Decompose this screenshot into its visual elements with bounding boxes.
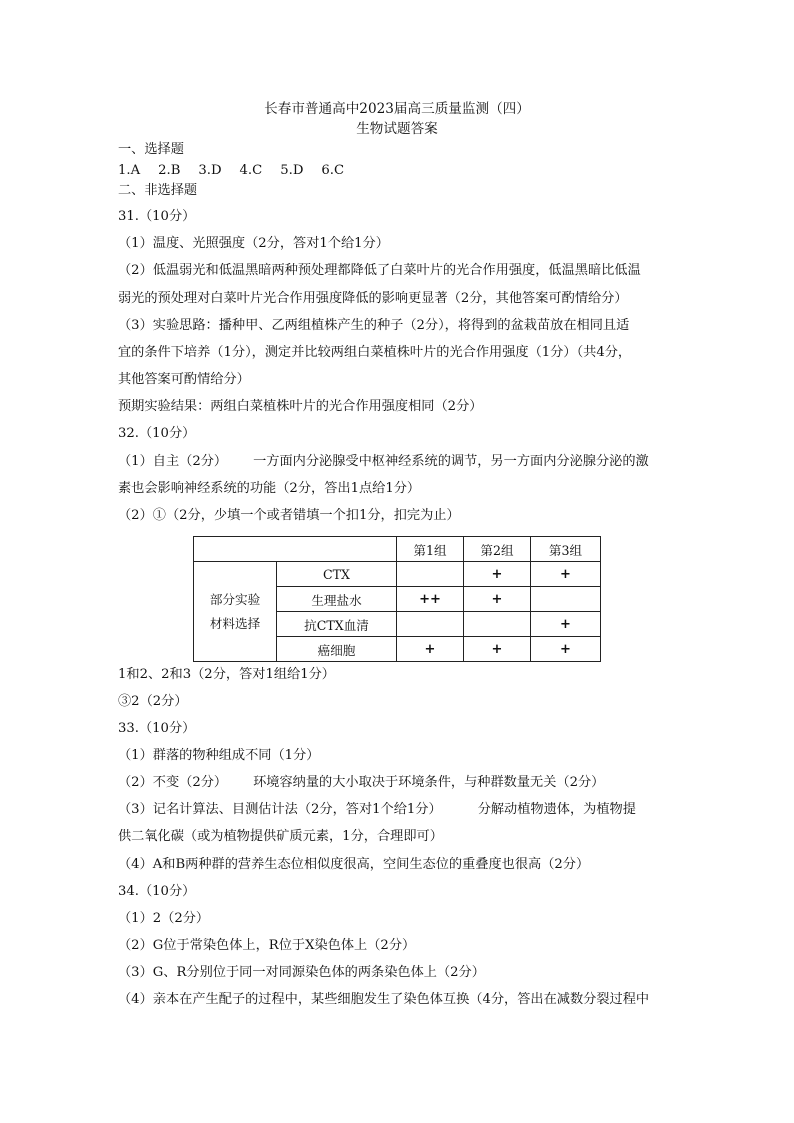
table-cell: + <box>464 562 531 587</box>
q31-answer-1: （1）温度、光照强度（2分，答对1个给1分） <box>118 236 389 251</box>
table-row-label: CTX <box>277 562 397 587</box>
q33-answer-3 <box>118 802 636 818</box>
table-cell: + <box>397 637 464 662</box>
q33-heading: 33.（10分） <box>118 721 196 736</box>
choice-answer: 5.D <box>280 163 304 178</box>
q31-answer-2-cont: 弱光的预处理对白菜叶片光合作用强度降低的影响更显著（2分，其他答案可酌情给分） <box>118 291 628 306</box>
table-cell <box>531 587 601 612</box>
table-column-header: 第3组 <box>531 537 601 562</box>
table-cell: + <box>464 637 531 662</box>
table-row-label: 癌细胞 <box>277 637 397 662</box>
page-subtitle: 生物试题答案 <box>356 121 438 137</box>
table-cell: + <box>531 562 601 587</box>
q33-answer-3-part1: （3）记名计算法、目测估计法（2分，答对1个给1分） <box>118 802 442 817</box>
q31-expected-result: 预期实验结果：两组白菜植株叶片的光合作用强度相同（2分） <box>118 399 483 414</box>
q31-answer-3-cont2: 其他答案可酌情给分） <box>118 372 250 387</box>
q34-answer-4: （4）亲本在产生配子的过程中，某些细胞发生了染色体互换（4分，答出在减数分裂过程中 <box>118 992 650 1007</box>
table-cell: + <box>531 637 601 662</box>
q31-answer-3: （3）实验思路：播种甲、乙两组植株产生的种子（2分），将得到的盆栽苗放在相同且适 <box>118 318 630 333</box>
choice-answer: 6.C <box>321 163 345 178</box>
q33-answer-1: （1）群落的物种组成不同（1分） <box>118 748 320 763</box>
q31-answer-3-cont: 宜的条件下培养（1分），测定并比较两组白菜植株叶片的光合作用强度（1分）（共4分， <box>118 345 632 360</box>
q33-answer-2 <box>118 775 604 791</box>
choice-answer: 2.B <box>158 163 181 178</box>
choice-answer: 3.D <box>198 163 222 178</box>
q32-answer-1-part1: （1）自主（2分） <box>118 454 228 469</box>
choice-answer: 4.C <box>239 163 263 178</box>
table-cell: ++ <box>397 587 464 612</box>
q34-answer-3: （3）G、R分别位于同一对同源染色体的两条染色体上（2分） <box>118 965 485 980</box>
q31-heading: 31.（10分） <box>118 209 196 224</box>
q33-answer-4: （4）A和B两种群的营养生态位相似度很高，空间生态位的重叠度也很高（2分） <box>118 857 590 872</box>
q32-heading: 32.（10分） <box>118 426 196 441</box>
q34-heading: 34.（10分） <box>118 884 196 899</box>
table-header-row <box>194 537 601 562</box>
choice-answer: 1.A <box>118 163 141 178</box>
q32-answer-1-part2: 一方面内分泌腺受中枢神经系统的调节，另一方面内分泌腺分泌的激 <box>253 454 649 469</box>
table-group-label-line: 部分实验 <box>209 591 261 607</box>
table-row <box>194 562 601 587</box>
table-cell: + <box>464 587 531 612</box>
table-column-header: 第2组 <box>464 537 531 562</box>
table-group-label <box>194 562 277 662</box>
table-cell: + <box>531 612 601 637</box>
section1-heading: 一、选择题 <box>118 142 184 157</box>
table-row-label: 抗CTX血清 <box>277 612 397 637</box>
q33-answer-2-part1: （2）不变（2分） <box>118 775 228 790</box>
table-cell <box>397 562 464 587</box>
q33-answer-3-cont: 供二氧化碳（或为植物提供矿质元素，1分，合理即可） <box>118 829 443 844</box>
q32-answer-1-cont: 素也会影响神经系统的功能（2分，答出1点给1分） <box>118 481 421 496</box>
page-title: 长春市普通高中2023届高三质量监测（四） <box>264 101 530 117</box>
section2-heading: 二、非选择题 <box>118 183 198 198</box>
q34-answer-1: （1）2（2分） <box>118 911 210 926</box>
table-column-header: 第1组 <box>397 537 464 562</box>
table-group-label-line: 材料选择 <box>209 615 261 631</box>
table-row-label: 生理盐水 <box>277 587 397 612</box>
experiment-table <box>193 536 601 662</box>
table-corner-cell <box>194 537 397 562</box>
choice-answers <box>118 163 362 179</box>
q34-answer-2: （2）G位于常染色体上，R位于X染色体上（2分） <box>118 938 416 953</box>
q32-answer-2-part2: 1和2、2和3（2分，答对1组给1分） <box>118 667 335 682</box>
q32-answer-2: （2）①（2分，少填一个或者错填一个扣1分，扣完为止） <box>118 508 460 523</box>
table-cell <box>397 612 464 637</box>
q32-answer-2-part3: ③2（2分） <box>118 694 188 709</box>
q33-answer-2-part2: 环境容纳量的大小取决于环境条件，与种群数量无关（2分） <box>253 775 605 790</box>
q32-answer-1 <box>118 454 649 470</box>
table-cell <box>464 612 531 637</box>
q33-answer-3-part2: 分解动植物遗体，为植物提 <box>477 802 636 817</box>
q31-answer-2: （2）低温弱光和低温黑暗两种预处理都降低了白菜叶片的光合作用强度，低温黑暗比低温 <box>118 263 641 278</box>
